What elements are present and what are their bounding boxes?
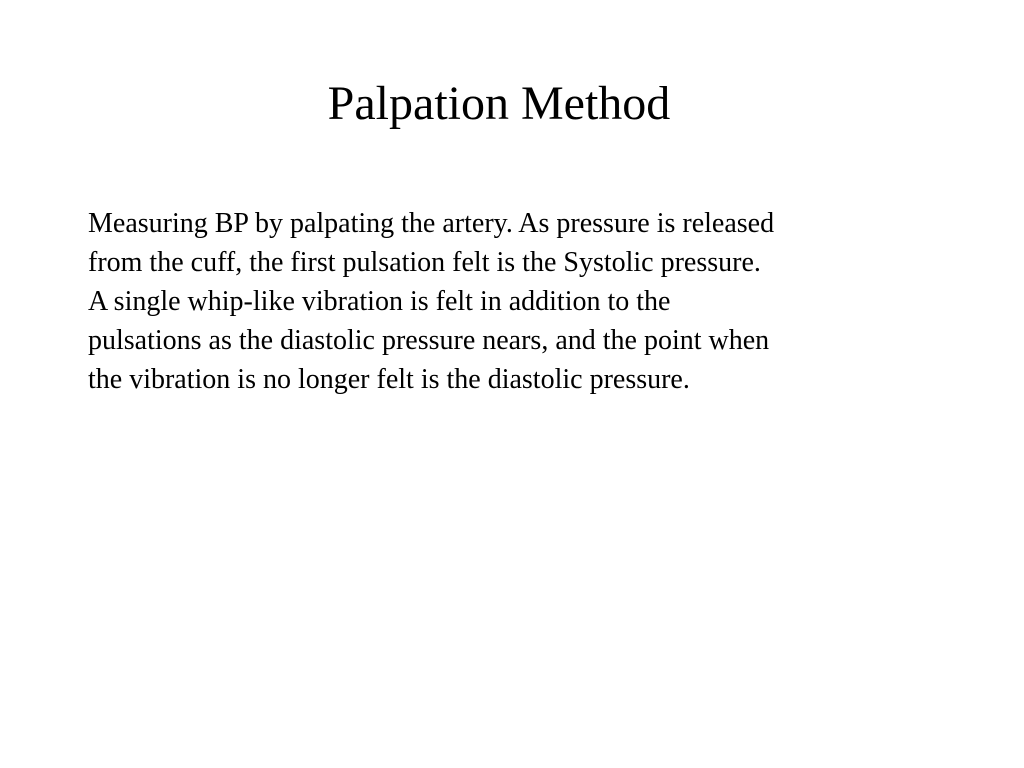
slide-title: Palpation Method	[327, 77, 671, 130]
body-text-line: A single whip-like vibration is felt in addition to the	[88, 286, 671, 317]
body-text-line: the vibration is no longer felt is the diastolic pressure.	[88, 364, 690, 395]
body-text-line: from the cuff, the first pulsation felt is the Systolic pressure.	[88, 247, 761, 278]
body-text-line: Measuring BP by palpating the artery. As pressure is released	[88, 208, 775, 239]
slide-body-text	[88, 204, 948, 399]
body-text-line: pulsations as the diastolic pressure nears, and the point when	[88, 325, 770, 356]
